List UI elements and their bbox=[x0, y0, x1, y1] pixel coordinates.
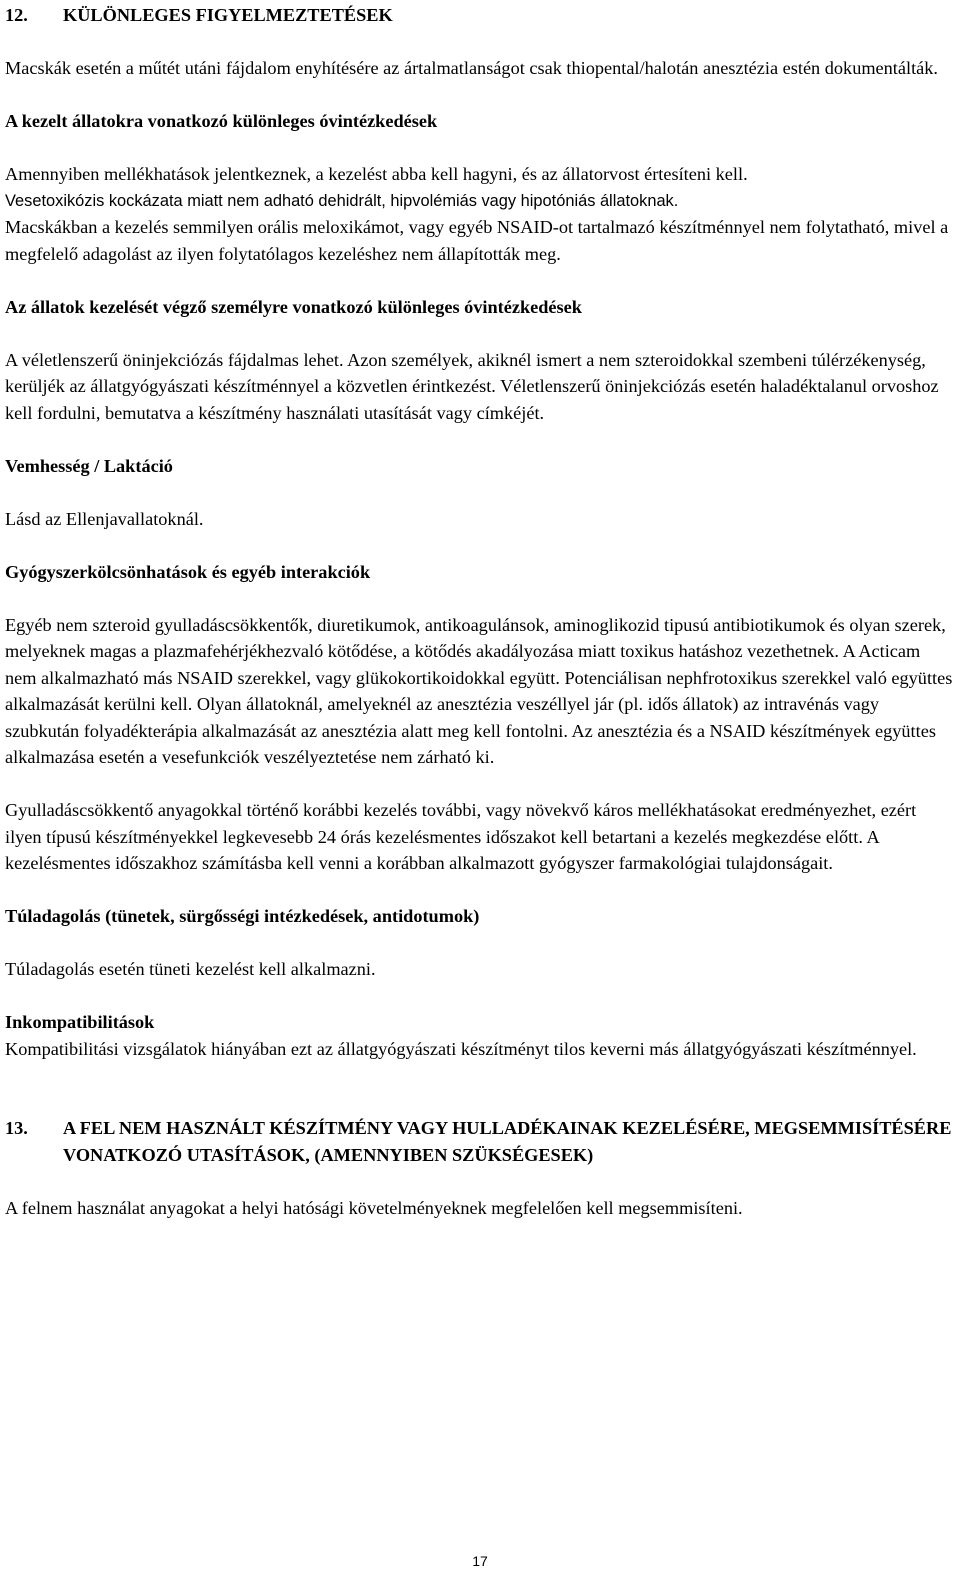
section-number: 13. bbox=[5, 1118, 28, 1138]
treated-paragraph-1: Amennyiben mellékhatások jelentkeznek, a kezelést abba kell hagyni, és az állatorvost értesíteni kell. bbox=[5, 164, 748, 184]
cats-note-paragraph: Macskák esetén a műtét utáni fájdalom enyhítésére az ártalmatlanságot csak thiopental/halotán anesztézia estén dokumentálták. bbox=[5, 58, 938, 78]
interactions-paragraph-2: Gyulladáscsökkentő anyagokkal történő korábbi kezelés további, vagy növekvő káros mellékhatásokat eredményezhet, ezért ilyen típusú készítményekkel legkevesebb 24 órás kezelésmentes időszakot kell betartani a kezelés megkezdése előtt. A kezelésmentes időszakhoz számításba kell venni a korábban alkalmazott gyógyszer farmakológiai tulajdonságait. bbox=[5, 800, 917, 873]
document-page bbox=[5, 2, 955, 1221]
section-13-heading bbox=[5, 1115, 955, 1168]
incompatibilities-heading: Inkompatibilitások bbox=[5, 1012, 155, 1032]
overdose-paragraph: Túladagolás esetén tüneti kezelést kell alkalmazni. bbox=[5, 959, 376, 979]
treated-paragraph-2: Vesetoxikózis kockázata miatt nem adható dehidrált, hipvolémiás vagy hipotóniás állatoknak. bbox=[5, 191, 679, 210]
person-precautions-heading: Az állatok kezelését végző személyre vonatkozó különleges óvintézkedések bbox=[5, 296, 582, 317]
pregnancy-heading: Vemhesség / Laktáció bbox=[5, 455, 173, 476]
incompatibilities-paragraph: Kompatibilitási vizsgálatok hiányában ezt az állatgyógyászati készítményt tilos keverni más állatgyógyászati készítménnyel. bbox=[5, 1038, 917, 1059]
section-title: KÜLÖNLEGES FIGYELMEZTETÉSEK bbox=[63, 5, 393, 25]
overdose-heading: Túladagolás (tünetek, sürgősségi intézkedések, antidotumok) bbox=[5, 906, 480, 926]
person-precautions-paragraph: A véletlenszerű öninjekciózás fájdalmas lehet. Azon személyek, akiknél ismert a nem szteroidokkal szembeni túlérzékenység, kerüljék az állatgyógyászati készítménnyel a közvetlen érintkezést. Véletlenszerű öninjekciózás esetén haladéktalanul orvoshoz kell fordulni, bemutatva a készítmény használati utasítását vagy címkéjét. bbox=[5, 349, 939, 423]
pregnancy-paragraph: Lásd az Ellenjavallatoknál. bbox=[5, 508, 204, 529]
section-title: A FEL NEM HASZNÁLT KÉSZÍTMÉNY VAGY HULLADÉKAINAK KEZELÉSÉRE, MEGSEMMISÍTÉSÉRE VONATKOZÓ UTASÍTÁSOK, (AMENNYIBEN SZÜKSÉGESEK) bbox=[63, 1118, 952, 1165]
section-number: 12. bbox=[5, 5, 28, 25]
interactions-paragraph-1: Egyéb nem szteroid gyulladáscsökkentők, diuretikumok, antikoagulánsok, aminoglikozid tipusú antibiotikumok és olyan szerek, melyeknek magas a plazmafehérjékhezvaló kötődése, a kötődés akadályozása miatt toxikus hatáshoz vezethetnek. A Acticam nem alkalmazható más NSAID szerekkel, vagy glükokortikoidokkal együtt. Potenciálisan nephfrotoxikus szerekkel való együttes alkalmazását kerülni kell. Olyan állatoknál, amelyeknél az anesztézia veszéllyel jár (pl. idős állatok) az intravénás vagy szubkután folyadékterápia alkalmazását az anesztézia alatt meg kell fontolni. Az anesztézia és a NSAID készítmények együttes alkalmazása esetén a vesefunkciók veszélyeztetése nem zárható ki. bbox=[5, 614, 953, 767]
page-number: 17 bbox=[472, 1553, 488, 1569]
interactions-heading: Gyógyszerkölcsönhatások és egyéb interakciók bbox=[5, 561, 371, 582]
disposal-paragraph: A felnem használat anyagokat a helyi hatósági követelményeknek megfelelően kell megsemmisíteni. bbox=[5, 1197, 743, 1218]
section-12-heading bbox=[5, 2, 955, 29]
treated-animals-heading: A kezelt állatokra vonatkozó különleges óvintézkedések bbox=[5, 111, 438, 131]
treated-paragraph-3: Macskákban a kezelés semmilyen orális meloxikámot, vagy egyéb NSAID-ot tartalmazó készítménnyel nem folytatható, mivel a megfelelő adagolást az ilyen folytatólagos kezeléshez nem állapították meg. bbox=[5, 217, 949, 264]
